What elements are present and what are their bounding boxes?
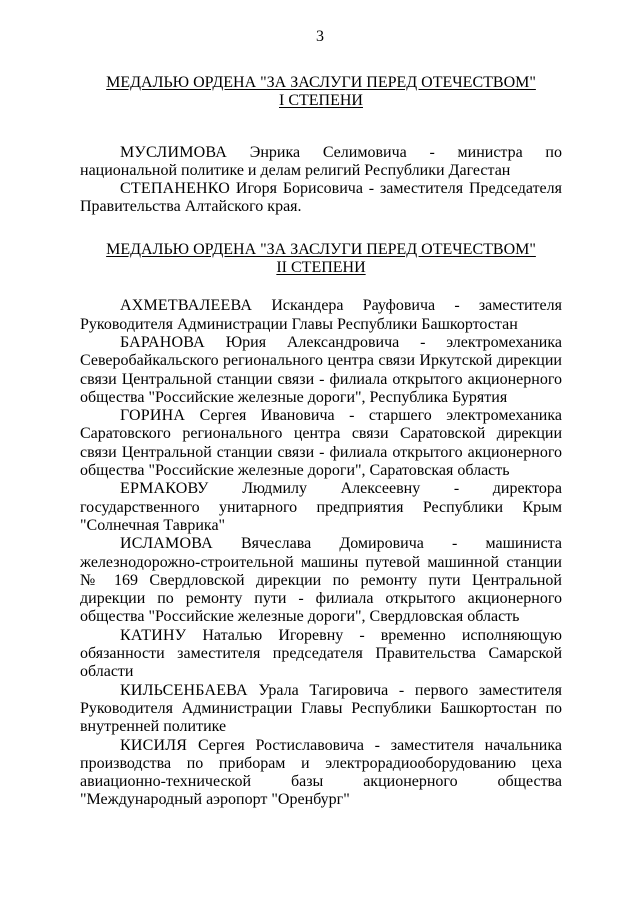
entry-surname: ЕРМАКОВУ bbox=[120, 480, 209, 498]
entry-surname: МУСЛИМОВА bbox=[120, 143, 228, 161]
entry-surname: ГОРИНА bbox=[120, 407, 186, 425]
section-heading-title: МЕДАЛЬЮ ОРДЕНА "ЗА ЗАСЛУГИ ПЕРЕД ОТЕЧЕСТВОМ" bbox=[106, 240, 536, 258]
entry-details: Наталью Игоревну - временно исполняющую обязанности заместителя председателя Правительства Самарской области bbox=[80, 626, 562, 681]
section-heading-2nd-degree bbox=[80, 241, 562, 278]
section-heading-title: МЕДАЛЬЮ ОРДЕНА "ЗА ЗАСЛУГИ ПЕРЕД ОТЕЧЕСТВОМ" bbox=[106, 74, 536, 91]
entry-details: Людмилу Алексеевну - директора государственного унитарного предприятия Республики Крым "Солнечная Таврика" bbox=[80, 480, 562, 534]
entry-surname: КИСИЛЯ bbox=[120, 736, 188, 754]
entry-details: Сергея Ивановича - старшего электромеханика Саратовского регионального центра связи Саратовской дирекции связи Центральной станции связи - филиала открытого акционерного общества "Российские железные дороги", Саратовская область bbox=[80, 407, 562, 480]
award-entry bbox=[80, 682, 562, 737]
entry-surname: КАТИНУ bbox=[120, 626, 187, 644]
entry-surname: СТЕПАНЕНКО bbox=[120, 180, 231, 198]
award-entry bbox=[80, 627, 562, 682]
document-body bbox=[80, 74, 562, 810]
award-entry bbox=[80, 737, 562, 810]
award-entry bbox=[80, 407, 562, 480]
page-number: 3 bbox=[316, 28, 324, 45]
entry-details: Урала Тагировича - первого заместителя Руководителя Администрации Главы Республики Башкортостан по внутренней политике bbox=[80, 681, 562, 736]
award-entry bbox=[80, 334, 562, 407]
entry-details: Искандера Рауфовича - заместителя Руководителя Администрации Главы Республики Башкортостан bbox=[80, 297, 562, 333]
entry-details: Сергея Ростиславовича - заместителя начальника производства по приборам и электрорадиооборудованию цеха авиационно-технической базы акционерного общества "Международный аэропорт "Оренбург" bbox=[80, 736, 562, 809]
entry-details: Игоря Борисовича - заместителя Председателя Правительства Алтайского края. bbox=[80, 180, 562, 216]
award-entry bbox=[80, 180, 562, 217]
award-entry bbox=[80, 144, 562, 181]
entry-surname: АХМЕТВАЛЕЕВА bbox=[120, 297, 253, 315]
section-heading-1st-degree bbox=[80, 74, 562, 111]
section-heading-degree: I СТЕПЕНИ bbox=[279, 92, 363, 110]
award-entry bbox=[80, 535, 562, 626]
entry-details: Энрика Селимовича - министра по национальной политике и делам религий Республики Дагестан bbox=[80, 143, 562, 179]
entry-surname: БАРАНОВА bbox=[120, 333, 205, 351]
entry-surname: КИЛЬСЕНБАЕВА bbox=[120, 681, 248, 699]
entry-details: Юрия Александровича - электромеханика Северобайкальского регионального центра связи Иркутской дирекции связи Центральной станции связи - филиала открытого акционерного общества "Российские железные дороги", Республика Бурятия bbox=[80, 333, 562, 406]
section-heading-degree: II СТЕПЕНИ bbox=[276, 259, 366, 277]
entry-surname: ИСЛАМОВА bbox=[120, 535, 213, 553]
award-entry bbox=[80, 480, 562, 535]
award-entry bbox=[80, 297, 562, 334]
entry-details: Вячеслава Домировича - машиниста железнодорожно-строительной машины путевой машинной станции № 169 Свердловской дирекции по ремонту пути Центральной дирекции по ремонту пути - филиала открытого акционерного общества "Российские железные дороги", Свердловская область bbox=[80, 535, 562, 626]
